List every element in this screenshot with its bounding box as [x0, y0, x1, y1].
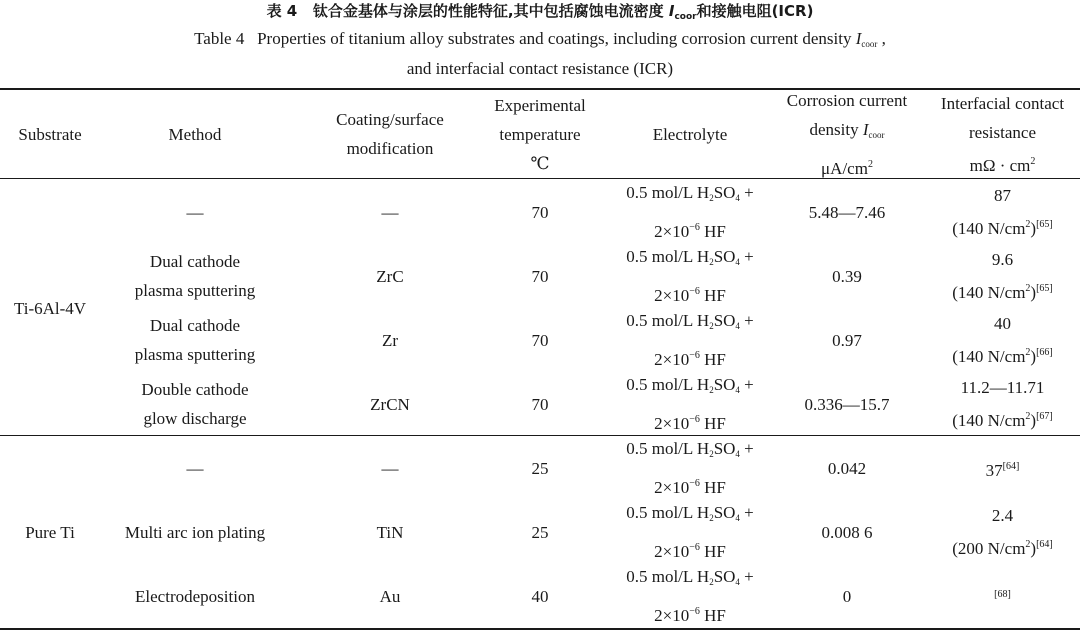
icr-reference: [65] [1036, 283, 1053, 294]
caption-en-subscript: coor [861, 39, 878, 49]
current-value: 0.39 [832, 266, 862, 286]
electrolyte-line1: 0.5 mol/L $H_2SO_4$ + [626, 375, 754, 395]
electrolyte-sup: −6 [689, 414, 700, 425]
cell-corrosion-current [772, 244, 922, 308]
current-value: 0.97 [832, 330, 862, 350]
header-method [100, 90, 290, 178]
cell-coating [290, 564, 490, 628]
coating-label: Zr [381, 330, 399, 350]
cell-temperature [490, 436, 590, 500]
header-temperature-line1: Experimental [494, 95, 586, 115]
electrolyte-line2: $2\times 10^{-6}$ HF [654, 350, 726, 369]
current-value: 0.042 [827, 458, 867, 478]
header-current-line2: density $I_{coor}$ [809, 119, 885, 140]
icr-reference: [65] [1036, 219, 1053, 230]
method-line: Double cathode [141, 380, 249, 399]
header-icr-unit: $m\Omega \cdot cm^2$ [969, 155, 1036, 175]
cell-coating [290, 372, 490, 436]
cell-method [100, 372, 290, 436]
icr-reference: [64] [1036, 539, 1053, 550]
cell-electrolyte [590, 308, 790, 372]
current-value: 0 [842, 586, 852, 606]
cell-corrosion-current [772, 180, 922, 244]
icr-condition: (140 $N/cm^2)[67]$ [952, 411, 1053, 430]
header-icr [925, 90, 1080, 178]
electrolyte-sub: 4 [735, 257, 740, 267]
icr-reference: [66] [1036, 347, 1053, 358]
method-line: — [186, 202, 204, 222]
icr-condition: (200 $N/cm^2)[64]$ [952, 539, 1053, 558]
coating-label: ZrCN [370, 394, 410, 414]
cell-substrate [0, 180, 100, 436]
electrolyte-line2: $2\times 10^{-6}$ HF [654, 286, 726, 305]
electrolyte-sub: 4 [735, 385, 740, 395]
electrolyte-line1: 0.5 mol/L $H_2SO_4$ + [626, 439, 754, 459]
method-line: Electrodeposition [135, 586, 255, 606]
electrolyte-line1: 0.5 mol/L $H_2SO_4$ + [626, 183, 754, 203]
icr-value: 11.2—11.71 [960, 378, 1045, 397]
electrolyte-sup: −6 [689, 350, 700, 361]
caption-english-line2: and interfacial contact resistance (ICR) [406, 59, 674, 78]
cell-method [100, 500, 290, 564]
caption-zh-symbol: I [668, 2, 675, 20]
header-substrate-label: Substrate [18, 124, 82, 144]
electrolyte-sub: 4 [735, 513, 740, 523]
electrolyte-line2: $2\times 10^{-6}$ HF [654, 542, 726, 561]
icr-reference: [64] [1002, 460, 1020, 472]
method-line: Dual cathode [149, 252, 241, 271]
header-coating-line2: modification [346, 139, 434, 158]
cell-temperature [490, 564, 590, 628]
substrate-label: Ti-6Al-4V [13, 298, 87, 318]
cell-icr [925, 436, 1080, 500]
electrolyte-sub: 4 [735, 449, 740, 459]
icr-condition: (140 $N/cm^2)[65]$ [952, 219, 1053, 238]
icr-value: 37[64] [985, 460, 1020, 480]
electrolyte-sub: 2 [709, 257, 714, 267]
cell-coating [290, 180, 490, 244]
method-line: plasma sputtering [134, 281, 256, 300]
cell-icr [925, 564, 1080, 628]
cell-electrolyte [590, 436, 790, 500]
cell-corrosion-current [772, 436, 922, 500]
caption-en-tail: , [877, 29, 886, 48]
cell-temperature [490, 372, 590, 436]
current-value: 5.48—7.46 [808, 202, 886, 222]
icr-value: 87 [994, 186, 1011, 205]
caption-zh-subscript: coor [674, 12, 697, 22]
cell-method [100, 244, 290, 308]
electrolyte-sup: −6 [689, 478, 700, 489]
electrolyte-line1: 0.5 mol/L $H_2SO_4$ + [626, 247, 754, 267]
cell-coating [290, 436, 490, 500]
icr-condition: (140 $N/cm^2)[66]$ [952, 347, 1053, 366]
icr-sup: 2 [1025, 539, 1031, 550]
cell-temperature [490, 500, 590, 564]
electrolyte-sub: 4 [735, 577, 740, 587]
electrolyte-sub: 2 [709, 385, 714, 395]
header-coating [290, 90, 490, 178]
temperature-value: 25 [531, 522, 549, 542]
electrolyte-sup: −6 [689, 542, 700, 553]
caption-zh-text: 钛合金基体与涂层的性能特征,其中包括腐蚀电流密度 [312, 2, 664, 20]
cell-electrolyte [590, 244, 790, 308]
coating-label: — [381, 458, 399, 478]
electrolyte-sub: 4 [735, 321, 740, 331]
cell-corrosion-current [772, 564, 922, 628]
icr-reference: [67] [1036, 411, 1053, 422]
icr-value [994, 580, 1011, 613]
temperature-value: 70 [531, 266, 549, 286]
cell-icr [925, 244, 1080, 308]
cell-temperature [490, 180, 590, 244]
icr-value: 40 [994, 314, 1011, 333]
cell-coating [290, 308, 490, 372]
cell-substrate [0, 436, 100, 628]
caption-zh-number: 表 4 [266, 2, 298, 20]
cell-icr [925, 308, 1080, 372]
coating-label: TiN [376, 522, 404, 542]
electrolyte-line2: $2\times 10^{-6}$ HF [654, 478, 726, 497]
caption-en-symbol: I [855, 29, 862, 48]
icr-sup: 2 [1025, 347, 1031, 358]
cell-electrolyte [590, 564, 790, 628]
coating-label: Au [379, 586, 401, 606]
method-line: — [186, 458, 204, 478]
temperature-value: 40 [531, 586, 549, 606]
cell-corrosion-current [772, 500, 922, 564]
electrolyte-line2: $2\times 10^{-6}$ HF [654, 222, 726, 241]
cell-icr [925, 500, 1080, 564]
cell-temperature [490, 244, 590, 308]
electrolyte-sub: 4 [735, 193, 740, 203]
method-line: Multi arc ion plating [124, 522, 266, 542]
electrolyte-sup: −6 [689, 606, 700, 617]
header-substrate [0, 90, 100, 178]
cell-coating [290, 500, 490, 564]
icr-reference: [68] [994, 588, 1011, 600]
temperature-value: 25 [531, 458, 549, 478]
header-icr-line2: resistance [968, 122, 1037, 142]
coating-label: — [381, 202, 399, 222]
table-header-rule [0, 178, 1080, 179]
header-electrolyte-label: Electrolyte [652, 124, 728, 144]
electrolyte-line1: 0.5 mol/L $H_2SO_4$ + [626, 503, 754, 523]
header-temperature-unit: ℃ [530, 153, 550, 173]
header-electrolyte [590, 90, 790, 178]
method-line: glow discharge [143, 409, 247, 428]
electrolyte-line1: 0.5 mol/L $H_2SO_4$ + [626, 567, 754, 587]
cell-method [100, 564, 290, 628]
electrolyte-sup: −6 [689, 286, 700, 297]
cell-electrolyte [590, 372, 790, 436]
header-icr-line1: Interfacial contact [940, 93, 1065, 113]
cell-corrosion-current [772, 372, 922, 436]
electrolyte-sub: 2 [709, 577, 714, 587]
electrolyte-line1: 0.5 mol/L $H_2SO_4$ + [626, 311, 754, 331]
cell-coating [290, 244, 490, 308]
cell-temperature [490, 308, 590, 372]
header-coating-line1: Coating/surface [336, 110, 444, 129]
cell-icr [925, 180, 1080, 244]
icr-sup: 2 [1025, 411, 1031, 422]
electrolyte-line2: $2\times 10^{-6}$ HF [654, 606, 726, 625]
header-method-label: Method [168, 124, 222, 144]
header-current-unit: $\mu A/cm^2$ [821, 158, 873, 178]
electrolyte-line2: $2\times 10^{-6}$ HF [654, 414, 726, 433]
electrolyte-sub: 2 [709, 321, 714, 331]
electrolyte-sub: 2 [709, 513, 714, 523]
icr-condition: (140 $N/cm^2)[65]$ [952, 283, 1053, 302]
cell-method [100, 308, 290, 372]
current-value: 0.336—15.7 [804, 394, 890, 414]
electrolyte-sub: 2 [709, 193, 714, 203]
header-temperature-line2: temperature [499, 124, 581, 144]
method-line: plasma sputtering [134, 345, 256, 364]
icr-value: 2.4 [991, 506, 1014, 525]
cell-corrosion-current [772, 308, 922, 372]
icr-sup: 2 [1025, 283, 1031, 294]
icr-sup: 2 [1025, 219, 1031, 230]
substrate-label: Pure Ti [25, 522, 75, 542]
electrolyte-sup: −6 [689, 222, 700, 233]
method-line: Dual cathode [149, 316, 241, 335]
cell-method [100, 436, 290, 500]
icr-value: 9.6 [991, 250, 1014, 269]
temperature-value: 70 [531, 330, 549, 350]
header-corrosion-current [772, 90, 922, 178]
electrolyte-sub: 2 [709, 449, 714, 459]
cell-icr [925, 372, 1080, 436]
cell-electrolyte [590, 180, 790, 244]
current-value: 0.008 6 [821, 522, 873, 542]
header-current-line1: Corrosion current [786, 90, 908, 110]
cell-electrolyte [590, 500, 790, 564]
temperature-value: 70 [531, 394, 549, 414]
caption-zh-tail: 和接触电阻(ICR) [696, 2, 814, 20]
coating-label: ZrC [376, 266, 404, 286]
header-temperature [490, 90, 590, 178]
caption-en-text: Table 4 Properties of titanium alloy substrates and coatings, including corrosion current density [194, 29, 852, 48]
cell-method [100, 180, 290, 244]
temperature-value: 70 [531, 202, 549, 222]
